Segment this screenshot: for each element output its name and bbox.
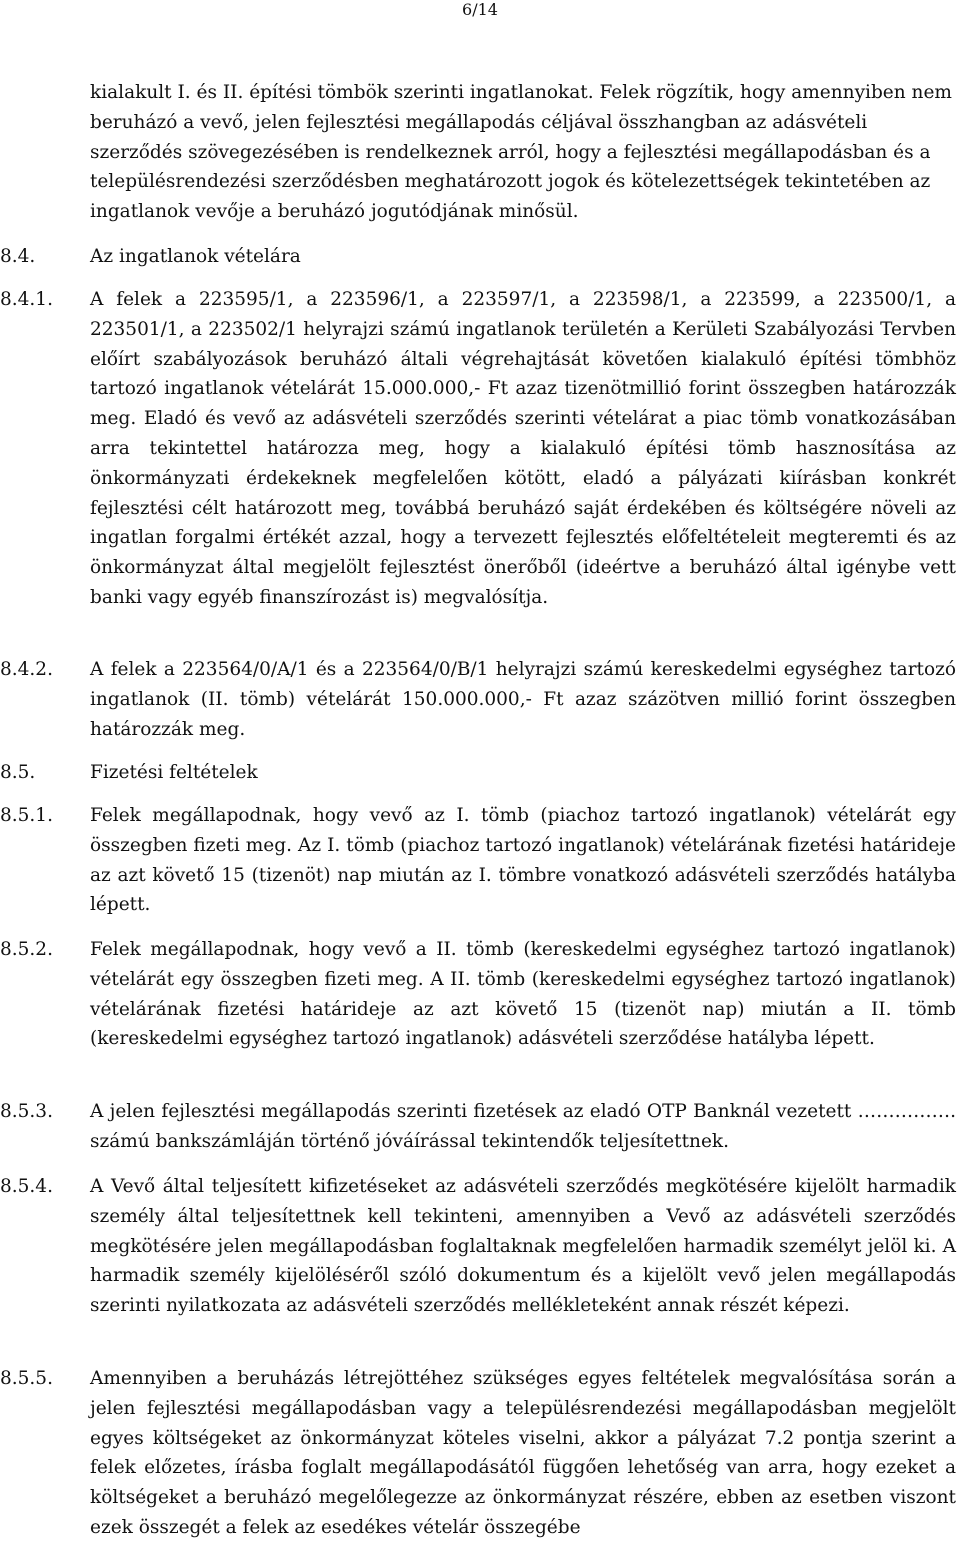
section-paragraph: Felek megállapodnak, hogy vevő a II. tömb (kereskedelmi egységhez tartozó ingatlanok) vételárát egy összegben fizeti meg. A II. tömb (kereskedelmi egységhez tartozó ingatlanok) vételárának fizetési határideje az azt követő 15 (tizenöt nap) miután a II. tömb (kereskedelmi egységhez tartozó ingatlanok) adásvételi szerződése hatályba lépett. [90,939,956,1050]
section-paragraph: A felek a 223564/0/A/1 és a 223564/0/B/1 helyrajzi számú kereskedelmi egységhez tartozó ingatlanok (II. tömb) vételárát 150.000.000,- Ft azaz százötven millió forint összegben határozzák meg. [90,659,956,740]
intro-paragraph: kialakult I. és II. építési tömbök szerinti ingatlanokat. Felek rögzítik, hogy amennyiben nem beruházó a vevő, jelen fejlesztési megállapodás céljával összhangban az adásvételi szerződés szövegezésében is rendelkeznek arról, hogy a fejlesztési megállapodásban és a településrendezési szerződésben meghatározott jogok és kötelezettségek tekintetében az ingatlanok vevője a beruházó jogutódjának minősül. [90,82,952,223]
section-number: 8.4. [0,246,36,267]
section-heading: Fizetési feltételek [90,762,258,783]
page-number: 6/14 [462,0,498,19]
section-number: 8.5.4. [0,1176,53,1197]
section-paragraph: A Vevő által teljesített kifizetéseket az adásvételi szerződés megkötésére kijelölt harmadik személy által teljesítettnek kell tekinteni, amennyiben a Vevő az adásvételi szerződés megkötésére jelen megállapodásban foglaltaknak megfelelően harmadik személyt jelöl ki. A harmadik személy kijelöléséről szóló dokumentum és a kijelölt vevő jelen megállapodás szerinti nyilatkozata az adásvételi szerződés mellékleteként annak részét képezi. [90,1176,956,1317]
section-heading: Az ingatlanok vételára [90,246,301,267]
section-number: 8.4.1. [0,289,53,310]
section-paragraph: A jelen fejlesztési megállapodás szerinti fizetések az eladó OTP Banknál vezetett ……………. számú bankszámláján történő jóváírással tekintendők teljesítettnek. [90,1101,956,1152]
section-number: 8.5.5. [0,1368,53,1389]
section-number: 8.5. [0,762,36,783]
section-number: 8.5.3. [0,1101,53,1122]
section-number: 8.4.2. [0,659,53,680]
section-paragraph: A felek a 223595/1, a 223596/1, a 223597/1, a 223598/1, a 223599, a 223500/1, a 223501/1, a 223502/1 helyrajzi számú ingatlanok területén a Kerületi Szabályozási Tervben előírt szabályozások beruházó általi végrehajtását követően kialakuló építési tömbhöz tartozó ingatlanok vételárát 15.000.000,- Ft azaz tizenötmillió forint összegben határozzák meg. Eladó és vevő az adásvételi szerződés szerinti vételárat a piac tömb vonatkozásában arra tekintettel határozza meg, hogy a kialakuló építési tömb hasznosítása az önkormányzati érdekeknek megfelelően kötött, eladó a pályázati kiírásban konkrét fejlesztési célt határozott meg, továbbá beruházó saját érdekében és költségére növeli az ingatlan forgalmi értékét azzal, hogy a tervezett fejlesztés előfeltételeit megteremti és az önkormányzat által megjelölt fejlesztést önerőből (ideértve a beruházó által igénybe vett banki vagy egyéb finanszírozást is) megvalósítja. [90,289,956,608]
section-number: 8.5.1. [0,805,53,826]
section-number: 8.5.2. [0,939,53,960]
section-paragraph: Amennyiben a beruházás létrejöttéhez szükséges egyes feltételek megvalósítása során a jelen fejlesztési megállapodásban vagy a településrendezési megállapodásban megjelölt egyes költségeket az önkormányzat köteles viselni, akkor a pályázat 7.2 pontja szerint a felek előzetes, írásba foglalt megállapodásától függően lehetőség van arra, hogy ezeket a költségeket a beruházó megelőlegezze az önkormányzat részére, ebben az esetben viszont ezek összegét a felek az esedékes vételár összegébe [90,1368,956,1538]
section-paragraph: Felek megállapodnak, hogy vevő az I. tömb (piachoz tartozó ingatlanok) vételárát egy összegben fizeti meg. Az I. tömb (piachoz tartozó ingatlanok) vételárának fizetési határideje az azt követő 15 (tizenöt) nap miután az I. tömbre vonatkozó adásvételi szerződés hatályba lépett. [90,805,956,916]
